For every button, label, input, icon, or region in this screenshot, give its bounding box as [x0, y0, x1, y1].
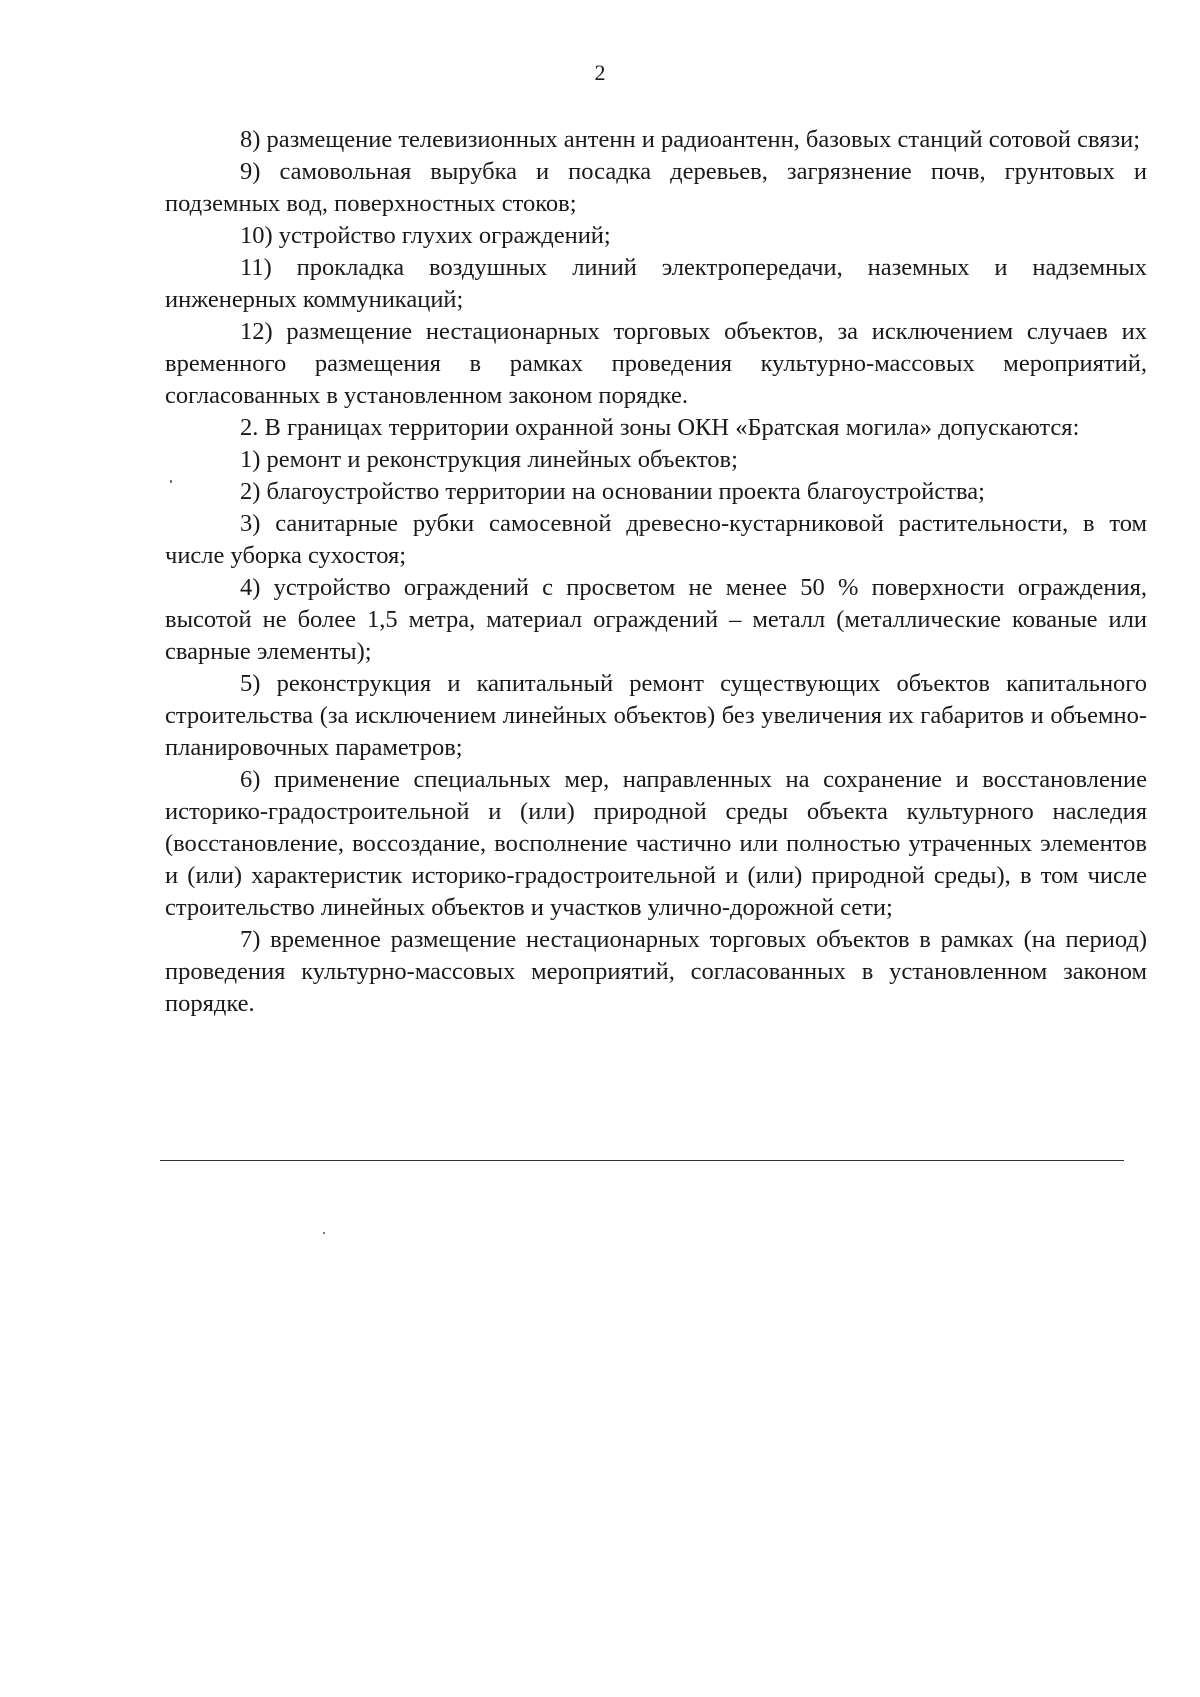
paragraph-item-9: 9) самовольная вырубка и посадка деревьев, загрязнение почв, грунтовых и подземных вод, поверхностных стоков; — [165, 158, 1147, 217]
paragraph-item-8: 8) размещение телевизионных антенн и радиоантенн, базовых станций сотовой связи; — [240, 126, 1141, 153]
paragraph-allowed-4: 4) устройство ограждений с просветом не менее 50 % поверхности ограждения, высотой не более 1,5 метра, материал ограждений – металл (металлические кованые или сварные элементы); — [165, 574, 1147, 665]
page-number: 2 — [594, 60, 606, 85]
paragraph-allowed-1: 1) ремонт и реконструкция линейных объектов; — [240, 446, 738, 473]
paragraph-item-11: 11) прокладка воздушных линий электропередачи, наземных и надземных инженерных коммуникаций; — [165, 254, 1147, 313]
paragraph-allowed-2: 2) благоустройство территории на основании проекта благоустройства; — [240, 478, 985, 505]
scan-speck — [170, 480, 172, 483]
paragraph-allowed-7: 7) временное размещение нестационарных торговых объектов в рамках (на период) проведения культурно-массовых мероприятий, согласованных в установленном законом порядке. — [165, 926, 1147, 1017]
scan-speck — [323, 1232, 325, 1234]
paragraph-allowed-6: 6) применение специальных мер, направленных на сохранение и восстановление историко-градостроительной и (или) природной среды объекта культурного наследия (восстановление, воссоздание, восполнение частично или полностью утраченных элементов и (или) характеристик историко-градостроительной и (или) природной среды), в том числе строительство линейных объектов и участков улично-дорожной сети; — [165, 766, 1147, 921]
document-body — [165, 124, 1147, 1020]
paragraph-item-10: 10) устройство глухих ограждений; — [240, 222, 611, 249]
paragraph-item-12: 12) размещение нестационарных торговых объектов, за исключением случаев их временного размещения в рамках проведения культурно-массовых мероприятий, согласованных в установленном законом порядке. — [165, 318, 1147, 409]
closing-rule — [160, 1160, 1124, 1161]
paragraph-allowed-5: 5) реконструкция и капитальный ремонт существующих объектов капитального строительства (за исключением линейных объектов) без увеличения их габаритов и объемно-планировочных параметров; — [165, 670, 1147, 761]
paragraph-section-2: 2. В границах территории охранной зоны ОКН «Братская могила» допускаются: — [240, 414, 1080, 441]
paragraph-allowed-3: 3) санитарные рубки самосевной древесно-кустарниковой растительности, в том числе уборка сухостоя; — [165, 510, 1147, 569]
